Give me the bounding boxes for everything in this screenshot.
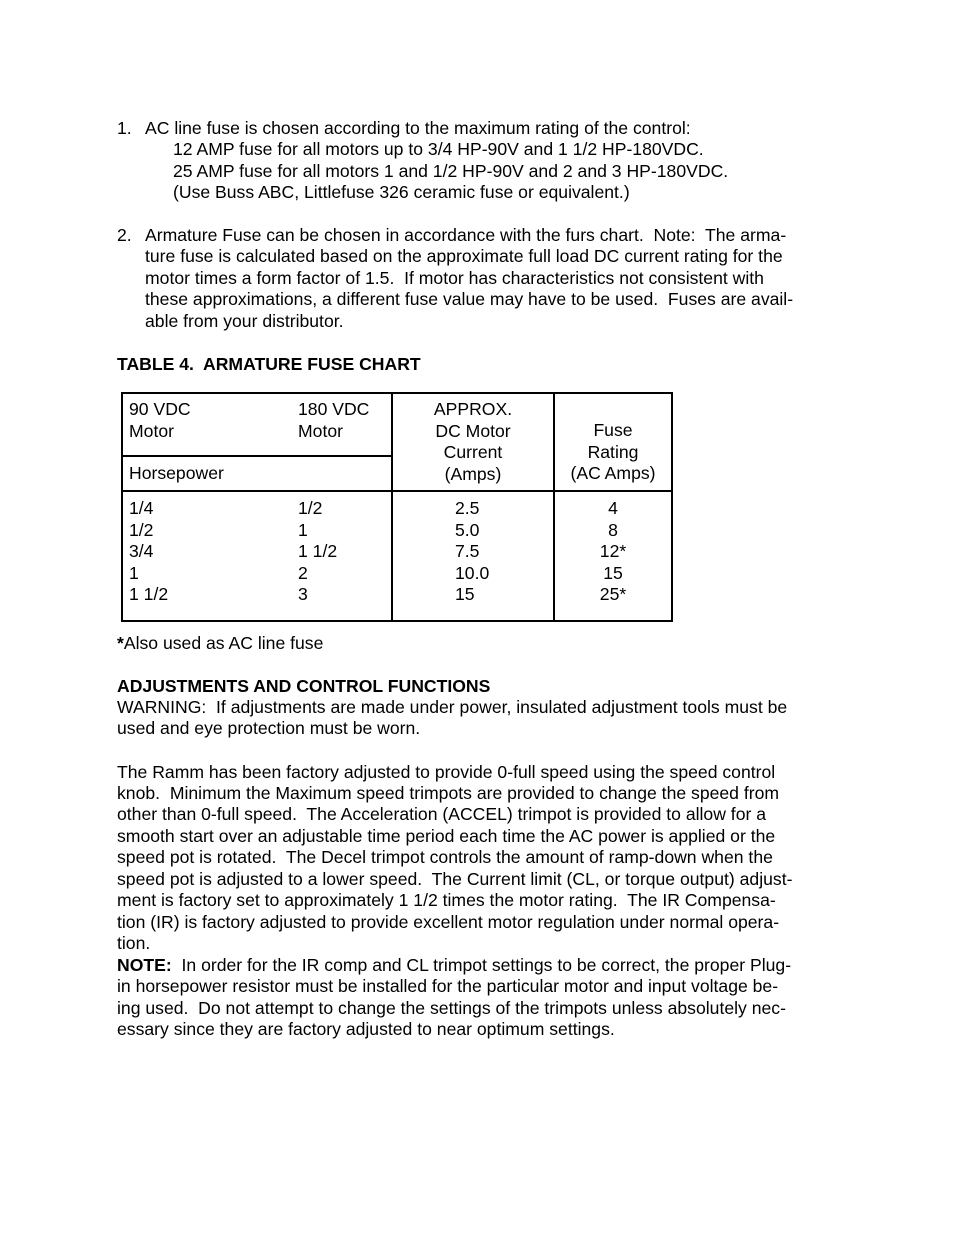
paragraph-line: tion.: [117, 933, 151, 953]
fuse-column: [555, 498, 671, 606]
note-line: essary since they are factory adjusted to near optimum settings.: [117, 1019, 615, 1039]
table-cell: 10.0: [455, 562, 490, 583]
horsepower-label: Horsepower: [129, 463, 224, 483]
table-cell: 1: [298, 519, 308, 540]
table-cell: 1/2: [298, 498, 323, 518]
warning-line: used and eye protection must be worn.: [117, 718, 421, 738]
table-cell: 1 1/2: [129, 584, 169, 604]
item2-line: Armature Fuse can be chosen in accordance with the furs chart. Note: The arma-: [145, 225, 787, 245]
col-90vdc-header: 90 VDC Motor: [129, 399, 191, 441]
item2-line: motor times a form factor of 1.5. If motor has characteristics not consistent with: [145, 268, 764, 288]
paragraph-line: knob. Minimum the Maximum speed trimpots are provided to change the speed from: [117, 783, 780, 803]
item1-sub-line: 25 AMP fuse for all motors 1 and 1/2 HP-90V and 2 and 3 HP-180VDC.: [173, 161, 729, 181]
paragraph-line: ment is factory set to approximately 1 1/2 times the motor rating. The IR Compensa-: [117, 890, 776, 910]
table-divider: [123, 455, 393, 457]
item2-line: able from your distributor.: [145, 311, 344, 331]
col-current-header: APPROX. DC Motor Current (Amps): [433, 399, 513, 484]
table-cell: 1 1/2: [298, 541, 338, 561]
table-footnote: *Also used as AC line fuse: [117, 633, 324, 653]
hp180-column: [298, 498, 337, 606]
table-cell: 15: [603, 562, 623, 583]
note-line: ing used. Do not attempt to change the settings of the trimpots unless absolutely nec-: [117, 998, 786, 1018]
paragraph-line: other than 0-full speed. The Acceleration (ACCEL) trimpot is provided to allow for a: [117, 804, 767, 824]
paragraph-line: speed pot is rotated. The Decel trimpot controls the amount of ramp-down when the: [117, 847, 773, 867]
table-cell: 25*: [599, 584, 627, 604]
table-cell: 7.5: [455, 541, 480, 561]
item2-line: ture fuse is calculated based on the approximate full load DC current rating for the: [145, 246, 783, 266]
adjustments-heading: ADJUSTMENTS AND CONTROL FUNCTIONS: [117, 676, 491, 696]
armature-fuse-table: [121, 392, 673, 622]
item1-text: AC line fuse is chosen according to the maximum rating of the control:: [145, 118, 691, 138]
warning-line: WARNING: If adjustments are made under power, insulated adjustment tools must be: [117, 697, 788, 717]
table-cell: 4: [608, 498, 618, 518]
table-divider: [123, 490, 671, 492]
table-cell: 3/4: [129, 541, 154, 561]
table-cell: 1/2: [129, 519, 154, 540]
table-title: TABLE 4. ARMATURE FUSE CHART: [117, 354, 421, 374]
note-line: in horsepower resistor must be installed for the particular motor and input voltage be-: [117, 976, 779, 996]
table-cell: 12*: [599, 541, 627, 561]
col-fuse-header: Fuse Rating (AC Amps): [570, 420, 656, 483]
note-line: NOTE: In order for the IR comp and CL trimpot settings to be correct, the proper Plug-: [117, 955, 792, 975]
paragraph-line: tion (IR) is factory adjusted to provide excellent motor regulation under normal opera-: [117, 912, 780, 932]
item2-number: 2.: [117, 225, 132, 245]
item2-line: these approximations, a different fuse value may have to be used. Fuses are avail-: [145, 289, 794, 309]
col-180vdc-header: 180 VDC Motor: [298, 399, 370, 441]
current-column: [455, 498, 489, 606]
hp90-column: [129, 498, 168, 606]
item1-sub-line: 12 AMP fuse for all motors up to 3/4 HP-90V and 1 1/2 HP-180VDC.: [173, 139, 704, 159]
note-label: NOTE:: [117, 955, 172, 975]
table-cell: 1: [129, 562, 139, 583]
item1-sub-line: (Use Buss ABC, Littlefuse 326 ceramic fuse or equivalent.): [173, 182, 630, 202]
table-cell: 5.0: [455, 519, 480, 540]
table-cell: 8: [608, 519, 618, 540]
table-cell: 2.5: [455, 498, 480, 518]
table-cell: 3: [298, 584, 308, 604]
table-cell: 1/4: [129, 498, 154, 518]
table-cell: 2: [298, 562, 308, 583]
paragraph-line: speed pot is adjusted to a lower speed. The Current limit (CL, or torque output) adjust-: [117, 869, 793, 889]
paragraph-line: The Ramm has been factory adjusted to provide 0-full speed using the speed control: [117, 762, 776, 782]
item1-number: 1.: [117, 118, 132, 138]
paragraph-line: smooth start over an adjustable time period each time the AC power is applied or the: [117, 826, 776, 846]
table-cell: 15: [455, 584, 475, 604]
